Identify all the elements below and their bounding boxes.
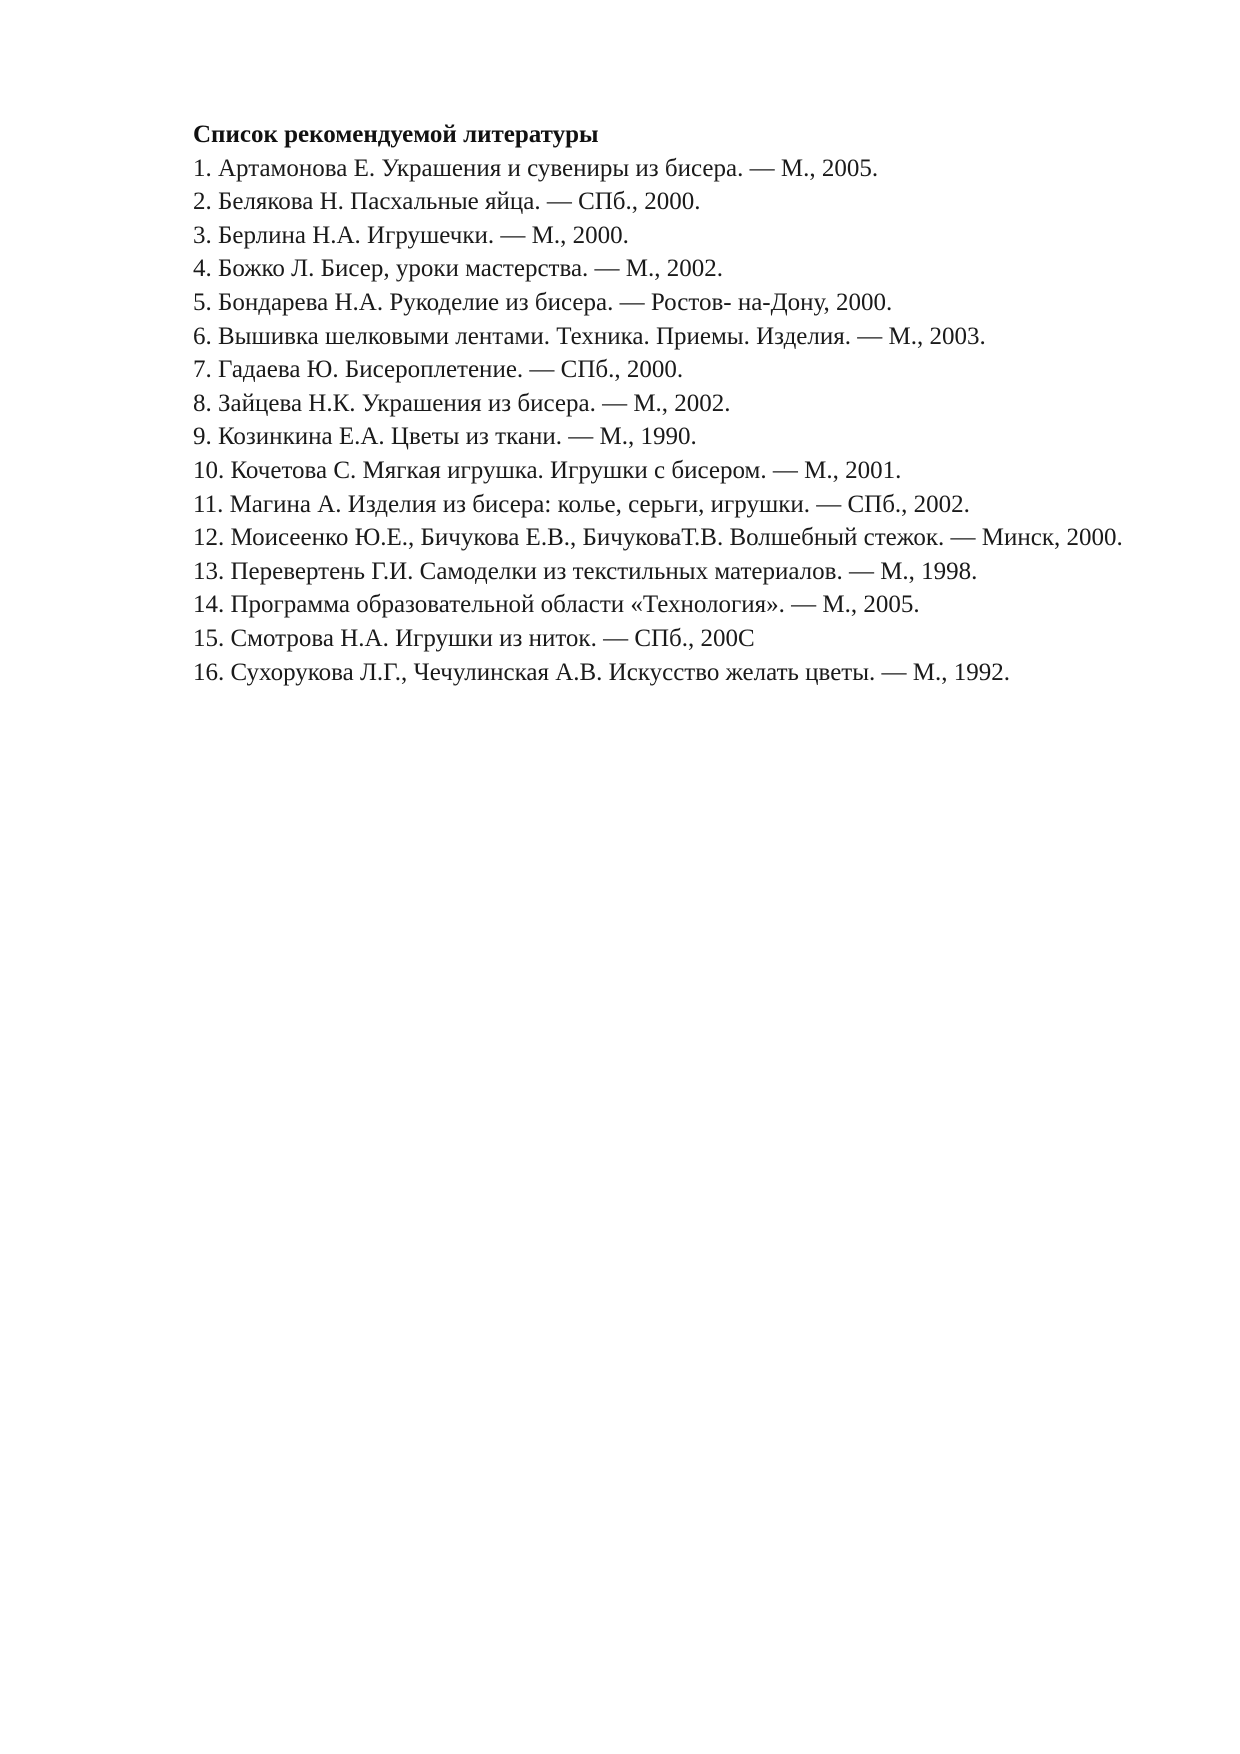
bibliography-item: 14. Программа образовательной области «Технология». — М., 2005. <box>193 591 920 619</box>
bibliography-item: 13. Перевертень Г.И. Самоделки из текстильных материалов. — М., 1998. <box>193 557 978 585</box>
bibliography-item: 4. Божко Л. Бисер, уроки мастерства. — М., 2002. <box>193 255 724 283</box>
bibliography-item: 8. Зайцева Н.К. Украшения из бисера. — М., 2002. <box>193 389 731 417</box>
bibliography-item: 12. Моисеенко Ю.Е., Бичукова Е.В., БичуковаТ.В. Волшебный стежок. — Минск, 2000. <box>193 524 1123 552</box>
bibliography-item: 3. Берлина Н.А. Игрушечки. — М., 2000. <box>193 221 629 249</box>
bibliography-list <box>118 152 1133 690</box>
bibliography-item: 2. Белякова Н. Пасхальные яйца. — СПб., 2000. <box>193 188 701 216</box>
bibliography-item: 10. Кочетова С. Мягкая игрушка. Игрушки с бисером. — М., 2001. <box>193 456 902 484</box>
document-body <box>118 118 1133 689</box>
bibliography-item: 7. Гадаева Ю. Бисероплетение. — СПб., 2000. <box>193 356 684 384</box>
bibliography-item: 9. Козинкина Е.А. Цветы из ткани. — М., 1990. <box>193 423 697 451</box>
bibliography-item: 16. Сухорукова Л.Г., Чечулинская А.В. Искусство желать цветы. — М., 1992. <box>193 658 1010 686</box>
bibliography-item: 11. Магина А. Изделия из бисера: колье, серьги, игрушки. — СПб., 2002. <box>193 490 970 518</box>
bibliography-item: 1. Артамонова Е. Украшения и сувениры из бисера. — М., 2005. <box>193 154 879 182</box>
bibliography-item: 15. Смотрова Н.А. Игрушки из ниток. — СПб., 200С <box>193 624 755 652</box>
section-heading: Список рекомендуемой литературы <box>193 121 599 148</box>
bibliography-item: 6. Вышивка шелковыми лентами. Техника. Приемы. Изделия. — М., 2003. <box>193 322 986 350</box>
bibliography-item: 5. Бондарева Н.А. Рукоделие из бисера. — Ростов- на-Дону, 2000. <box>193 288 893 316</box>
